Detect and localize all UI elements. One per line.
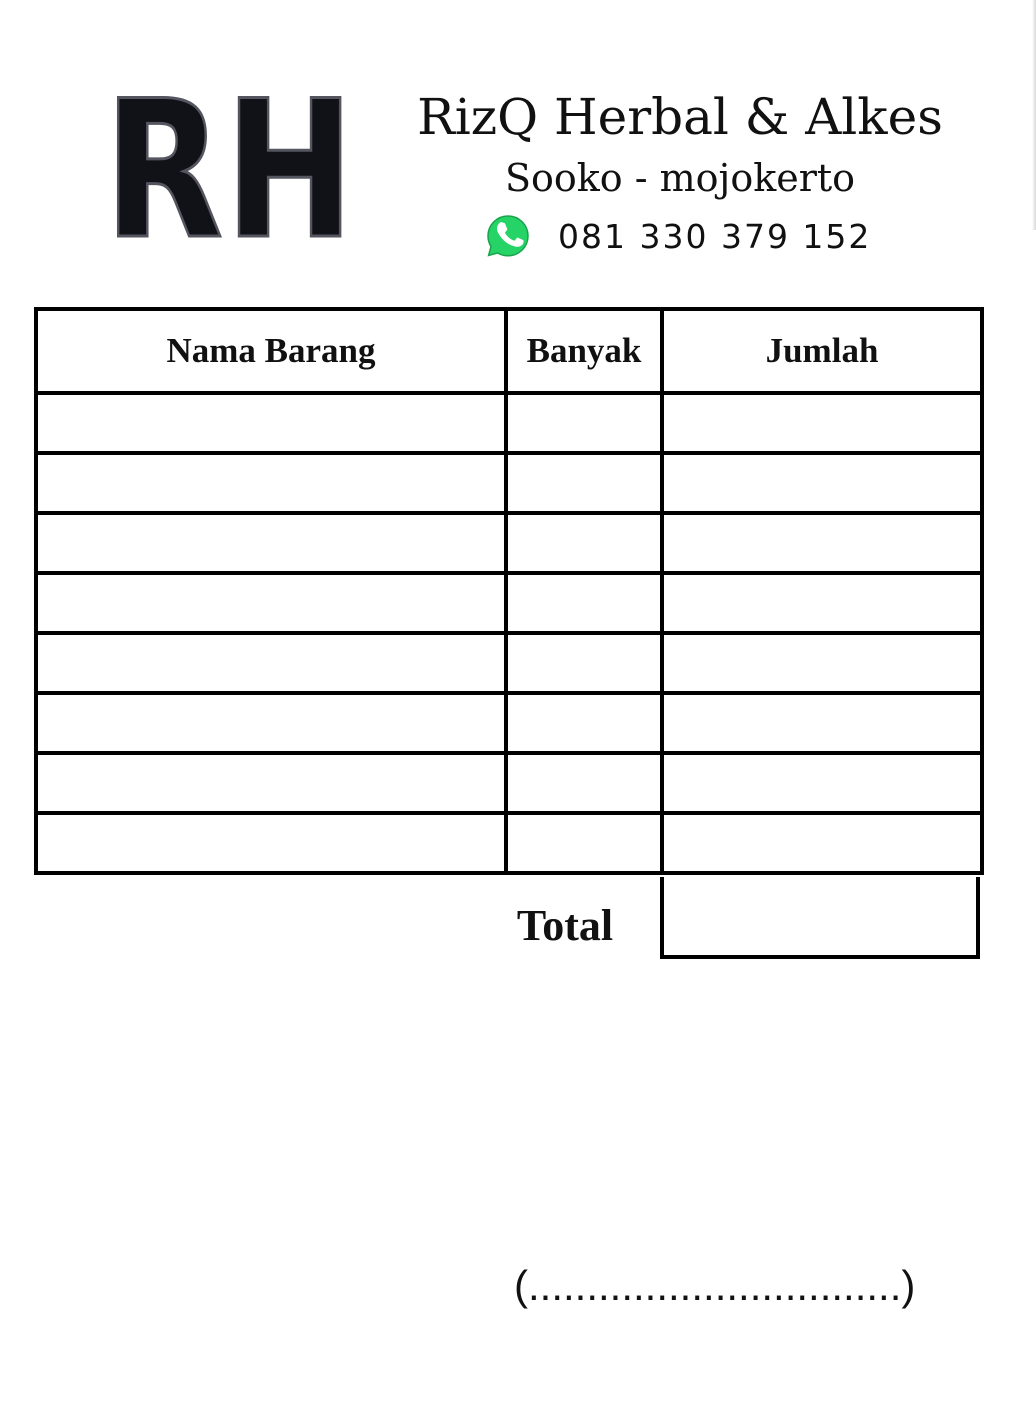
table-row [36,573,982,633]
signature-line: (................................) [514,1262,916,1309]
total-label: Total [516,901,614,950]
cell-banyak [506,393,662,453]
cell-jumlah [662,513,982,573]
whatsapp-icon [484,212,532,260]
cell-banyak [506,573,662,633]
cell-banyak [506,753,662,813]
cell-nama-barang [36,753,506,813]
table-row [36,693,982,753]
logo [100,60,360,281]
rh-logo-mark [100,60,360,281]
cell-jumlah [662,693,982,753]
cell-nama-barang [36,693,506,753]
shop-location: Sooko - mojokerto [504,156,856,200]
cell-jumlah [662,633,982,693]
cell-nama-barang [36,393,506,453]
logo-text: RH [104,60,356,281]
cell-nama-barang [36,513,506,573]
shop-name: RizQ Herbal & Alkes [417,88,943,146]
cell-banyak [506,633,662,693]
cell-jumlah [662,393,982,453]
cell-jumlah [662,573,982,633]
column-header-nama-barang: Nama Barang [36,309,506,393]
column-header-banyak: Banyak [506,309,662,393]
cell-jumlah [662,453,982,513]
phone-row [484,212,871,260]
table-row [36,633,982,693]
item-table [34,307,984,875]
page-edge-shadow [1032,0,1036,230]
cell-jumlah [662,813,982,873]
cell-nama-barang [36,813,506,873]
cell-nama-barang [36,633,506,693]
cell-banyak [506,813,662,873]
cell-nama-barang [36,453,506,513]
cell-banyak [506,453,662,513]
table-row [36,513,982,573]
cell-banyak [506,513,662,573]
table-row [36,813,982,873]
table-row [36,393,982,453]
phone-number: 081 330 379 152 [558,216,872,256]
column-header-jumlah: Jumlah [662,309,982,393]
cell-jumlah [662,753,982,813]
table-row [36,453,982,513]
table-header-row [36,309,982,393]
cell-nama-barang [36,573,506,633]
total-value-box [660,877,980,959]
table-row [36,753,982,813]
cell-banyak [506,693,662,753]
